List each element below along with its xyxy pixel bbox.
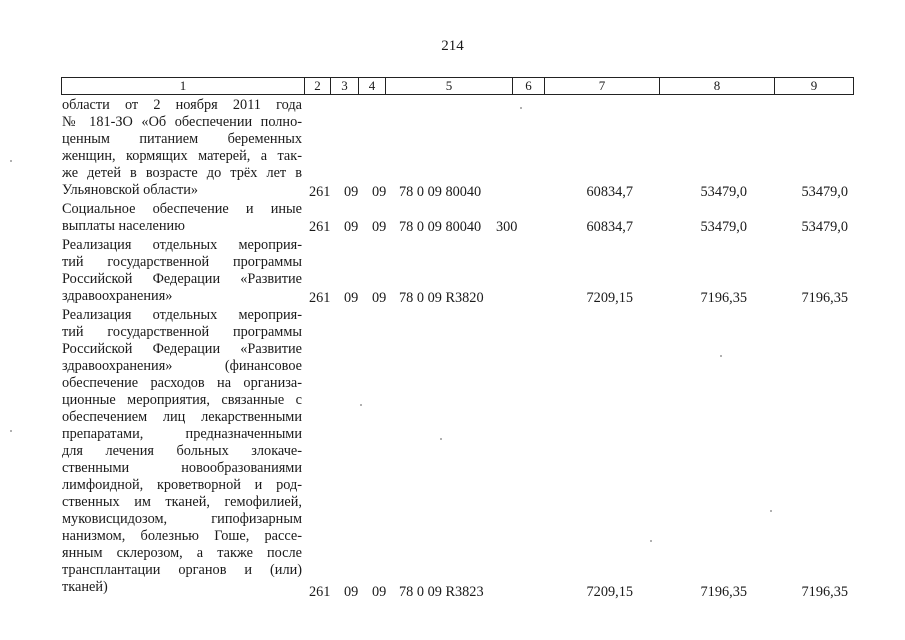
cell-col-3: 09 — [344, 290, 359, 306]
scan-speck — [440, 438, 442, 440]
header-col-6: 6 — [513, 78, 545, 95]
row-text-line: янным склерозом, а также после — [62, 545, 302, 561]
cell-col-6: 300 — [496, 219, 518, 235]
cell-col-4: 09 — [372, 584, 387, 600]
header-col-3: 3 — [331, 78, 359, 95]
cell-col-5: 78 0 09 R3820 — [399, 290, 484, 306]
cell-col-9: 7196,35 — [801, 290, 848, 306]
cell-col-9: 53479,0 — [801, 184, 848, 200]
scan-speck — [360, 404, 362, 406]
row-text-line: Ульяновской области» — [62, 182, 199, 198]
cell-col-8: 53479,0 — [700, 219, 747, 235]
header-col-9: 9 — [775, 78, 854, 95]
row-text-line: Реализация отдельных мероприя- — [62, 237, 302, 253]
row-text-line: области от 2 ноября 2011 года — [62, 97, 302, 113]
cell-col-2: 261 — [309, 290, 331, 306]
row-text-line: же детей в возрасте до трёх лет в — [62, 165, 302, 181]
scan-speck — [650, 540, 652, 542]
row-text-line: ционные мероприятия, связанные с — [62, 392, 302, 408]
row-text-line: препаратами, предназначенными — [62, 426, 302, 442]
header-col-2: 2 — [305, 78, 331, 95]
cell-col-8: 53479,0 — [700, 184, 747, 200]
row-text-line: для лечения больных злокаче- — [62, 443, 302, 459]
cell-col-3: 09 — [344, 184, 359, 200]
scan-speck — [10, 160, 12, 162]
row-text-line: Реализация отдельных мероприя- — [62, 307, 302, 323]
row-text-line: выплаты населению — [62, 218, 185, 234]
row-text-line: тий государственной программы — [62, 324, 302, 340]
cell-col-4: 09 — [372, 290, 387, 306]
row-text-line: Социальное обеспечение и иные — [62, 201, 302, 217]
cell-col-3: 09 — [344, 219, 359, 235]
cell-col-8: 7196,35 — [700, 290, 747, 306]
cell-col-2: 261 — [309, 219, 331, 235]
row-text-line: лимфоидной, кроветворной и род- — [62, 477, 302, 493]
header-col-4: 4 — [359, 78, 386, 95]
scan-speck — [770, 510, 772, 512]
cell-col-7: 7209,15 — [586, 584, 633, 600]
row-text-line: обеспечением лиц лекарственными — [62, 409, 302, 425]
row-text-line: здравоохранения» — [62, 288, 173, 304]
cell-col-8: 7196,35 — [700, 584, 747, 600]
header-col-1: 1 — [62, 78, 305, 95]
page-number: 214 — [441, 38, 464, 54]
row-text-line: Российской Федерации «Развитие — [62, 341, 302, 357]
cell-col-5: 78 0 09 80040 — [399, 184, 482, 200]
row-text-line: Российской Федерации «Развитие — [62, 271, 302, 287]
row-text-line: тий государственной программы — [62, 254, 302, 270]
row-text-line: ственными новообразованиями — [62, 460, 302, 476]
cell-col-2: 261 — [309, 584, 331, 600]
header-col-8: 8 — [660, 78, 775, 95]
row-text-line: нанизмом, болезнью Гоше, рассе- — [62, 528, 302, 544]
row-text-line: женщин, кормящих матерей, а так- — [62, 148, 302, 164]
cell-col-2: 261 — [309, 184, 331, 200]
cell-col-3: 09 — [344, 584, 359, 600]
cell-col-9: 53479,0 — [801, 219, 848, 235]
row-text-line: тканей) — [62, 579, 108, 595]
row-text-line: № 181-ЗО «Об обеспечении полно- — [62, 114, 302, 130]
row-text-line: обеспечение расходов на организа- — [62, 375, 302, 391]
header-col-7: 7 — [545, 78, 660, 95]
scan-speck — [10, 430, 12, 432]
cell-col-7: 60834,7 — [586, 219, 633, 235]
scan-speck — [720, 355, 722, 357]
row-text-line: ственных им тканей, гемофилией, — [62, 494, 302, 510]
cell-col-4: 09 — [372, 219, 387, 235]
header-col-5: 5 — [386, 78, 513, 95]
row-text-line: ценным питанием беременных — [62, 131, 302, 147]
cell-col-4: 09 — [372, 184, 387, 200]
row-text-line: трансплантации органов и (или) — [62, 562, 302, 578]
scan-speck — [520, 107, 522, 109]
cell-col-7: 7209,15 — [586, 290, 633, 306]
row-text-line: здравоохранения» (финансовое — [62, 358, 302, 374]
cell-col-5: 78 0 09 80040 — [399, 219, 482, 235]
row-text-line: муковисцидозом, гипофизарным — [62, 511, 302, 527]
cell-col-5: 78 0 09 R3823 — [399, 584, 484, 600]
cell-col-9: 7196,35 — [801, 584, 848, 600]
cell-col-7: 60834,7 — [586, 184, 633, 200]
